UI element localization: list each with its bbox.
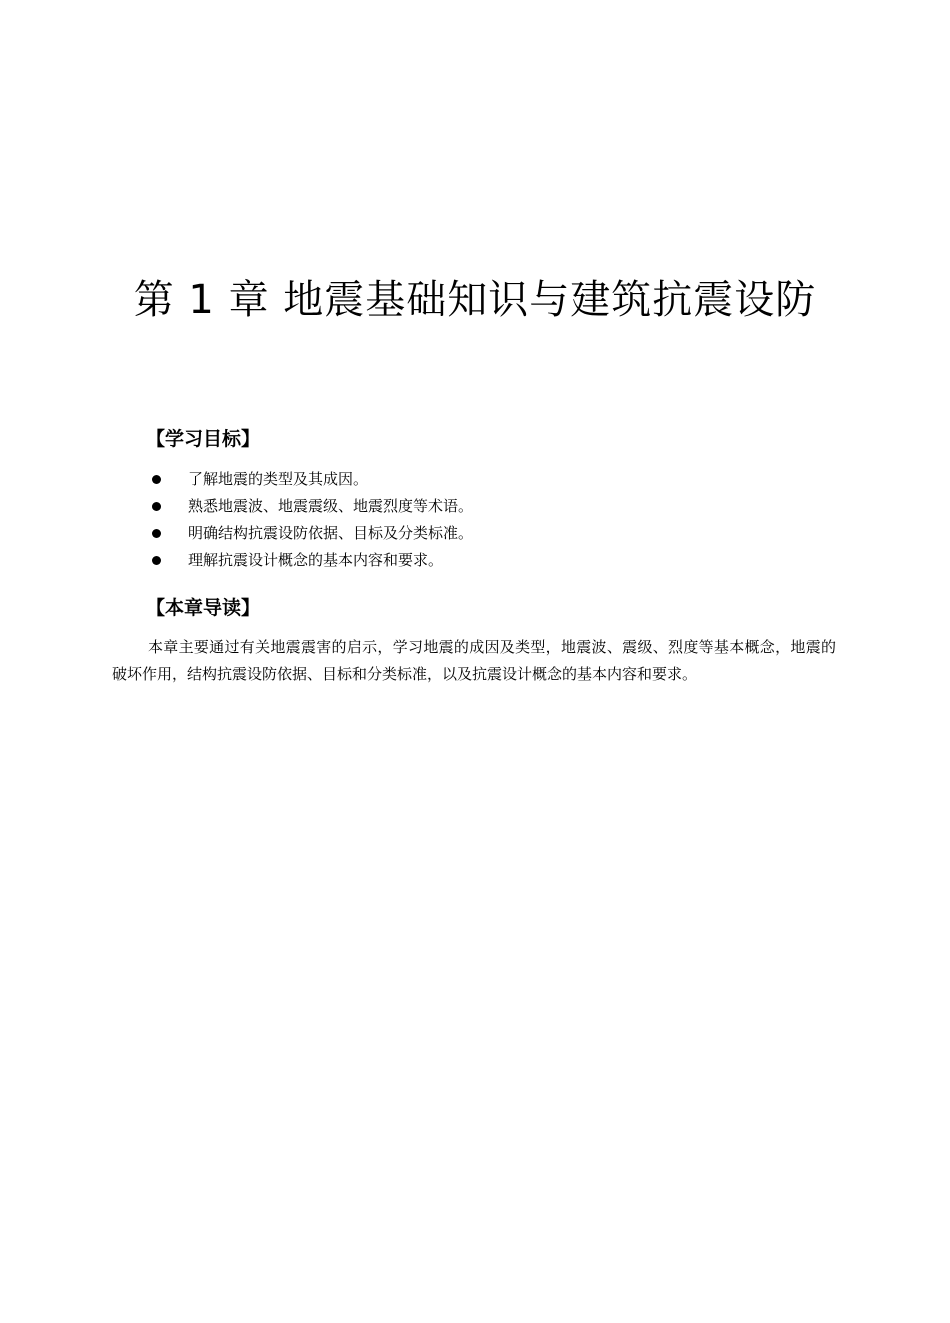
learning-goals-list xyxy=(150,466,473,574)
bullet-icon xyxy=(152,529,161,538)
bullet-icon xyxy=(152,475,161,484)
list-item xyxy=(150,547,473,574)
list-item-text: 明确结构抗震设防依据、目标及分类标准。 xyxy=(188,524,474,542)
list-item xyxy=(150,493,473,520)
bullet-icon xyxy=(152,556,161,565)
list-item xyxy=(150,466,473,493)
bullet-icon xyxy=(152,502,161,511)
list-item-text: 熟悉地震波、地震震级、地震烈度等术语。 xyxy=(188,497,474,515)
chapter-guide-paragraph: 本章主要通过有关地震震害的启示，学习地震的成因及类型，地震波、震级、烈度等基本概念，地震的破坏作用，结构抗震设防依据、目标和分类标准，以及抗震设计概念的基本内容和要求。 xyxy=(112,638,836,683)
chapter-title: 第 1 章 地震基础知识与建筑抗震设防 xyxy=(133,277,817,323)
list-item xyxy=(150,520,473,547)
list-item-text: 了解地震的类型及其成因。 xyxy=(188,470,369,488)
chapter-guide-heading: 【本章导读】 xyxy=(146,597,261,619)
learning-goals-heading: 【学习目标】 xyxy=(146,428,261,450)
list-item-text: 理解抗震设计概念的基本内容和要求。 xyxy=(188,551,444,569)
